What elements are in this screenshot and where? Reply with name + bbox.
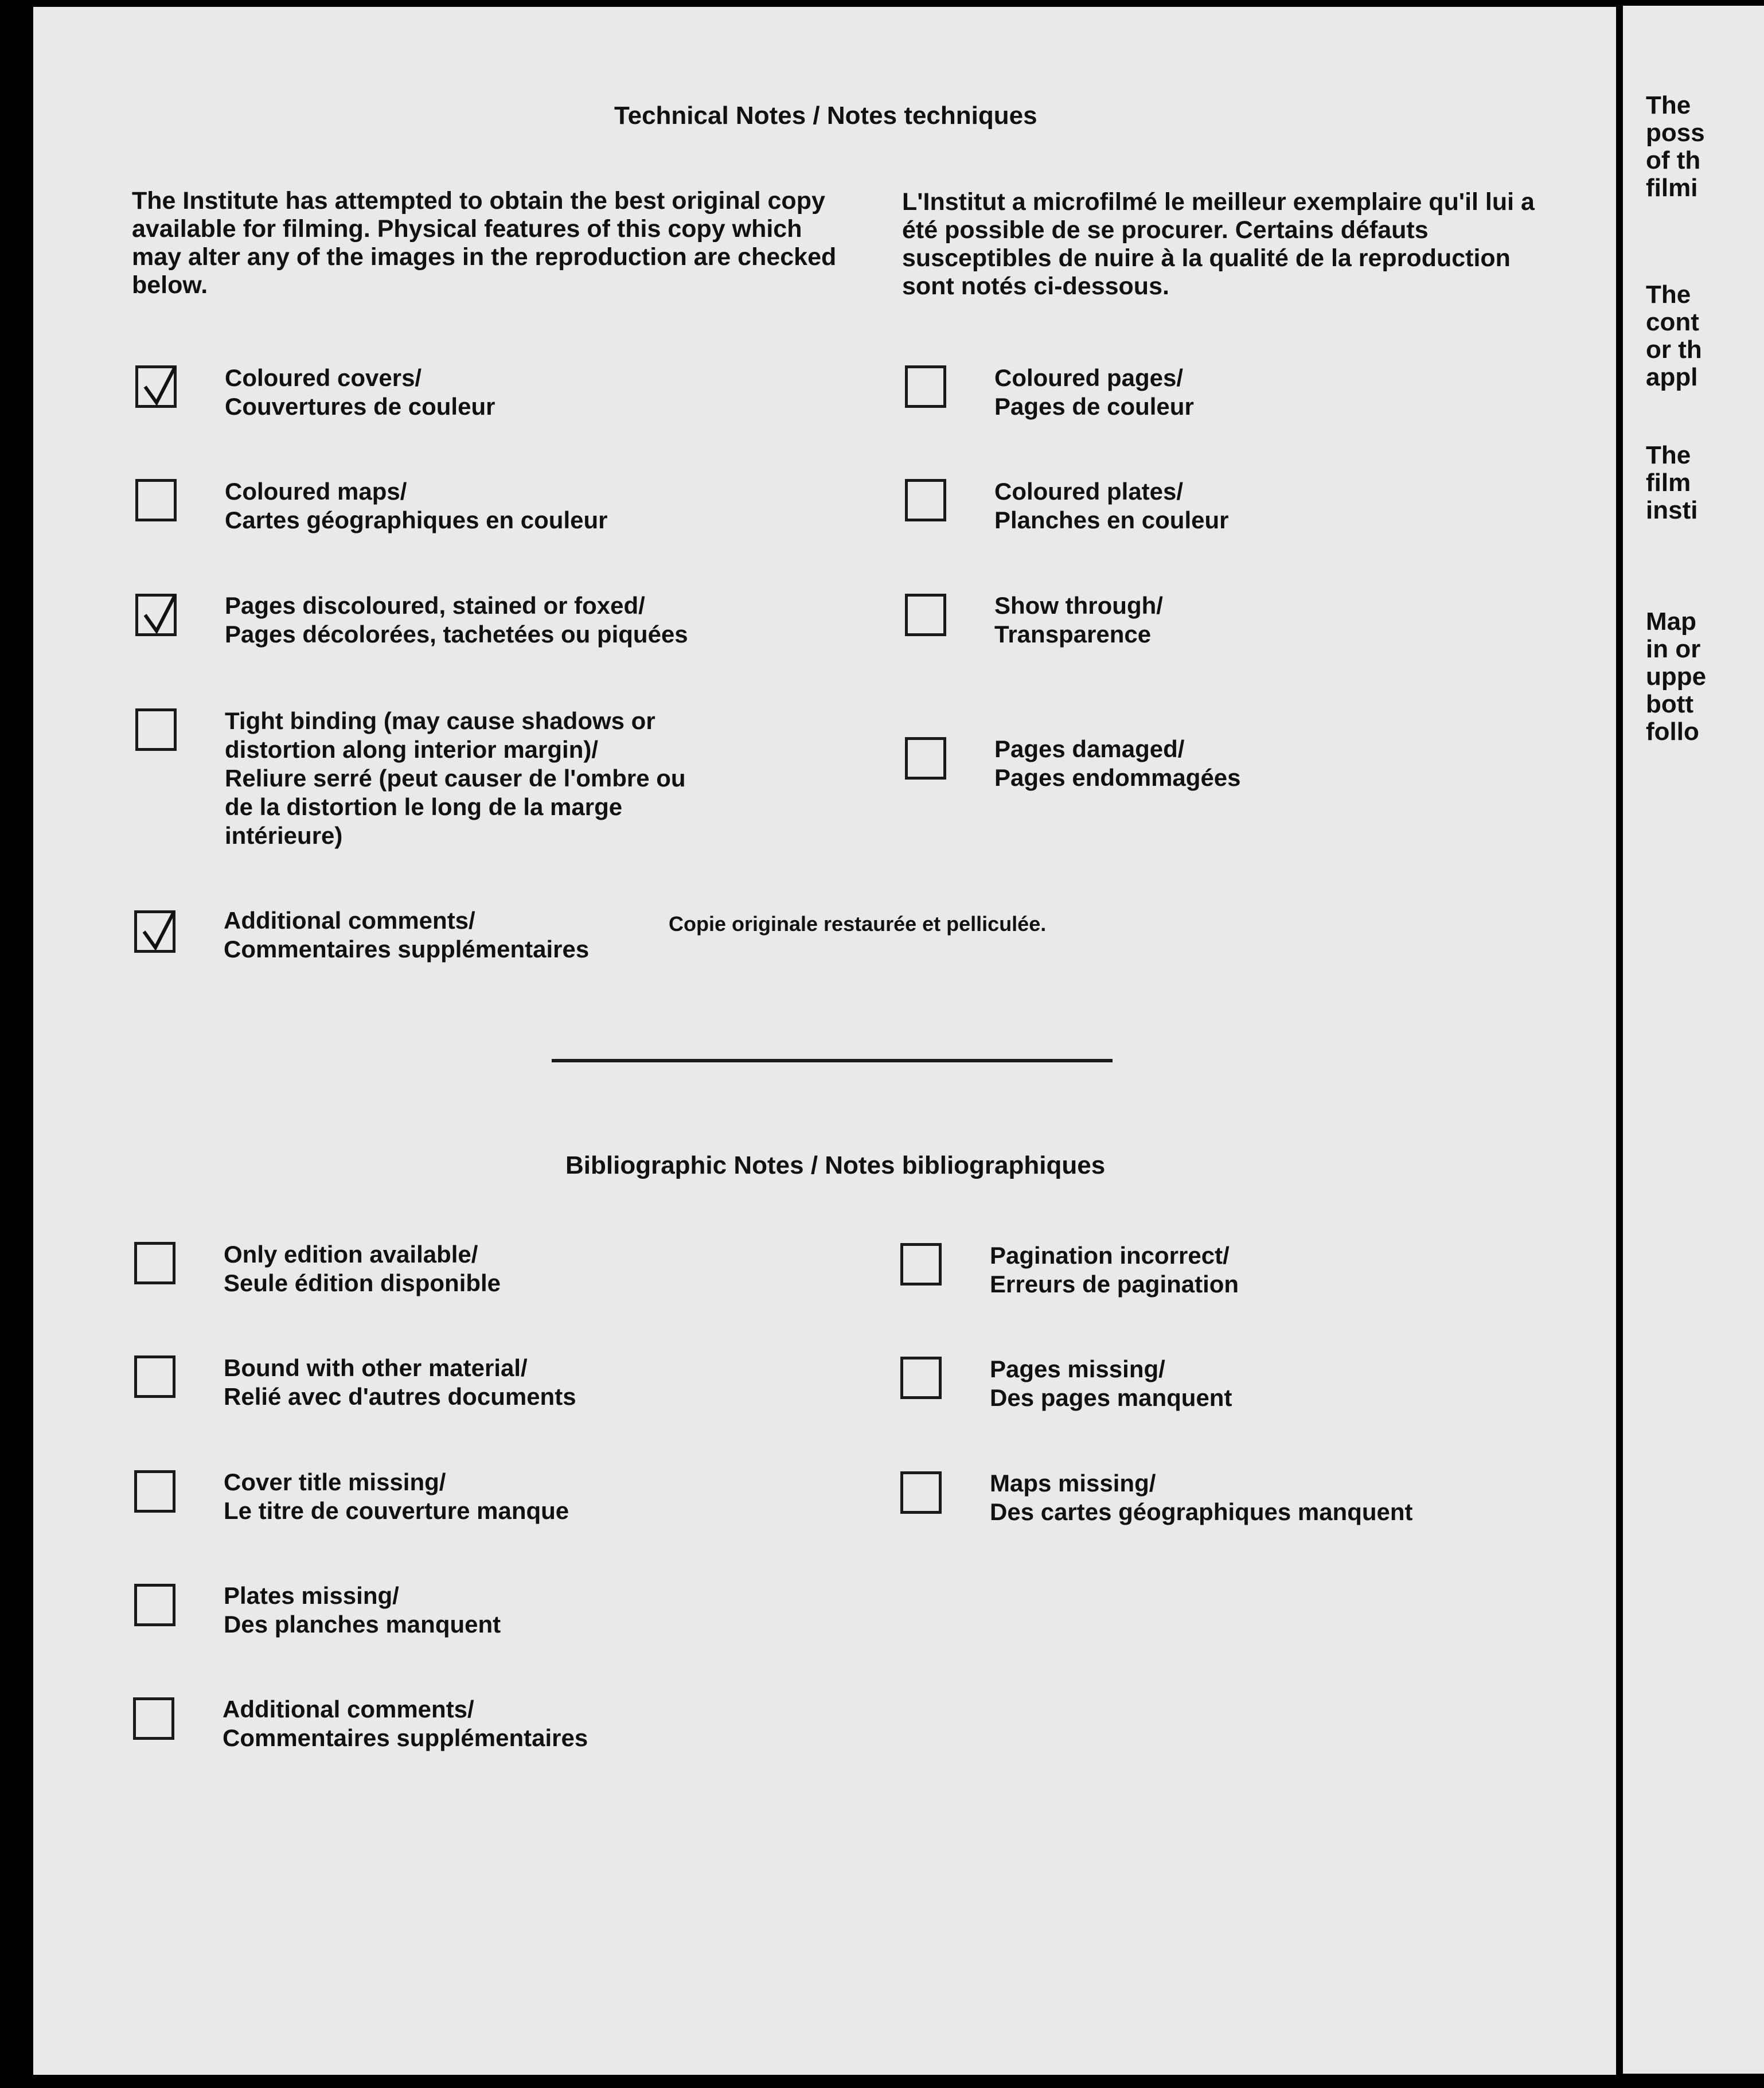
checkbox-additional-comments[interactable] — [134, 910, 175, 953]
checkbox-tight-binding[interactable] — [135, 708, 177, 751]
label-pages-missing: Pages missing/ Des pages manquent — [990, 1355, 1232, 1411]
checkbox-bib-additional-comments[interactable] — [133, 1697, 174, 1740]
checkbox-maps-missing[interactable] — [900, 1471, 942, 1514]
technical-notes-heading: Technical Notes / Notes techniques — [614, 102, 1037, 130]
label-show-through: Show through/ Transparence — [994, 592, 1163, 648]
label-bound-with: Bound with other material/ Relié avec d'autres documents — [224, 1354, 576, 1410]
checkmark-icon — [141, 598, 176, 636]
label-only-edition: Only edition available/ Seule édition disponible — [224, 1241, 501, 1296]
label-pagination-incorrect: Pagination incorrect/ Erreurs de pagination — [990, 1242, 1239, 1298]
checkbox-coloured-maps[interactable] — [135, 479, 177, 521]
right-fragment-block-2: The cont or th appl — [1646, 281, 1702, 391]
checkbox-coloured-plates[interactable] — [905, 479, 946, 521]
label-bib-additional-comments: Additional comments/ Commentaires supplémentaires — [223, 1696, 588, 1751]
checkbox-cover-title-missing[interactable] — [134, 1470, 175, 1513]
adjacent-page-fragment — [1623, 6, 1764, 2074]
section-divider — [552, 1059, 1113, 1062]
checkmark-icon — [139, 914, 175, 952]
label-pages-discoloured: Pages discoloured, stained or foxed/ Pages décolorées, tachetées ou piquées — [225, 592, 688, 648]
bibliographic-notes-heading: Bibliographic Notes / Notes bibliographiques — [565, 1151, 1106, 1179]
intro-french: L'Institut a microfilmé le meilleur exemplaire qu'il lui a été possible de se procurer. Certains défauts susceptibles de nuire à la qualité de la reproduction sont notés ci-dessous. — [902, 188, 1535, 300]
checkbox-pages-damaged[interactable] — [905, 737, 946, 780]
label-coloured-plates: Coloured plates/ Planches en couleur — [994, 478, 1229, 533]
label-coloured-pages: Coloured pages/ Pages de couleur — [994, 364, 1194, 420]
label-additional-comments: Additional comments/ Commentaires supplémentaires — [224, 907, 590, 963]
checkbox-only-edition[interactable] — [134, 1242, 175, 1284]
checkbox-show-through[interactable] — [905, 594, 946, 636]
checkbox-pages-missing[interactable] — [900, 1357, 942, 1399]
checkbox-pages-discoloured[interactable] — [135, 594, 177, 636]
label-tight-binding: Tight binding (may cause shadows or distortion along interior margin)/ Reliure serré (peut causer de l'ombre ou de la distortion le long de la marge intérieure) — [225, 707, 686, 849]
right-fragment-block-4: Map in or uppe bott follo — [1646, 607, 1707, 746]
checkbox-plates-missing[interactable] — [134, 1584, 175, 1626]
label-pages-damaged: Pages damaged/ Pages endommagées — [994, 735, 1241, 791]
checkbox-coloured-covers[interactable] — [135, 365, 177, 408]
label-maps-missing: Maps missing/ Des cartes géographiques manquent — [990, 1470, 1413, 1525]
checkbox-coloured-pages[interactable] — [905, 365, 946, 408]
intro-english: The Institute has attempted to obtain the best original copy available for filming. Physical features of this copy which may alter any of the images in the reproduction are checked below. — [132, 187, 837, 299]
label-coloured-maps: Coloured maps/ Cartes géographiques en couleur — [225, 478, 608, 533]
right-fragment-block-3: The film insti — [1646, 441, 1698, 524]
label-cover-title-missing: Cover title missing/ Le titre de couverture manque — [224, 1468, 569, 1524]
label-coloured-covers: Coloured covers/ Couvertures de couleur — [225, 364, 495, 420]
checkmark-icon — [141, 369, 176, 407]
additional-comment-text: Copie originale restaurée et pelliculée. — [669, 912, 1047, 936]
checkbox-bound-with[interactable] — [134, 1355, 175, 1398]
right-fragment-block-1: The poss of th filmi — [1646, 91, 1705, 202]
label-plates-missing: Plates missing/ Des planches manquent — [224, 1582, 501, 1638]
checkbox-pagination-incorrect[interactable] — [900, 1243, 942, 1285]
microfilm-target-page — [33, 7, 1616, 2075]
